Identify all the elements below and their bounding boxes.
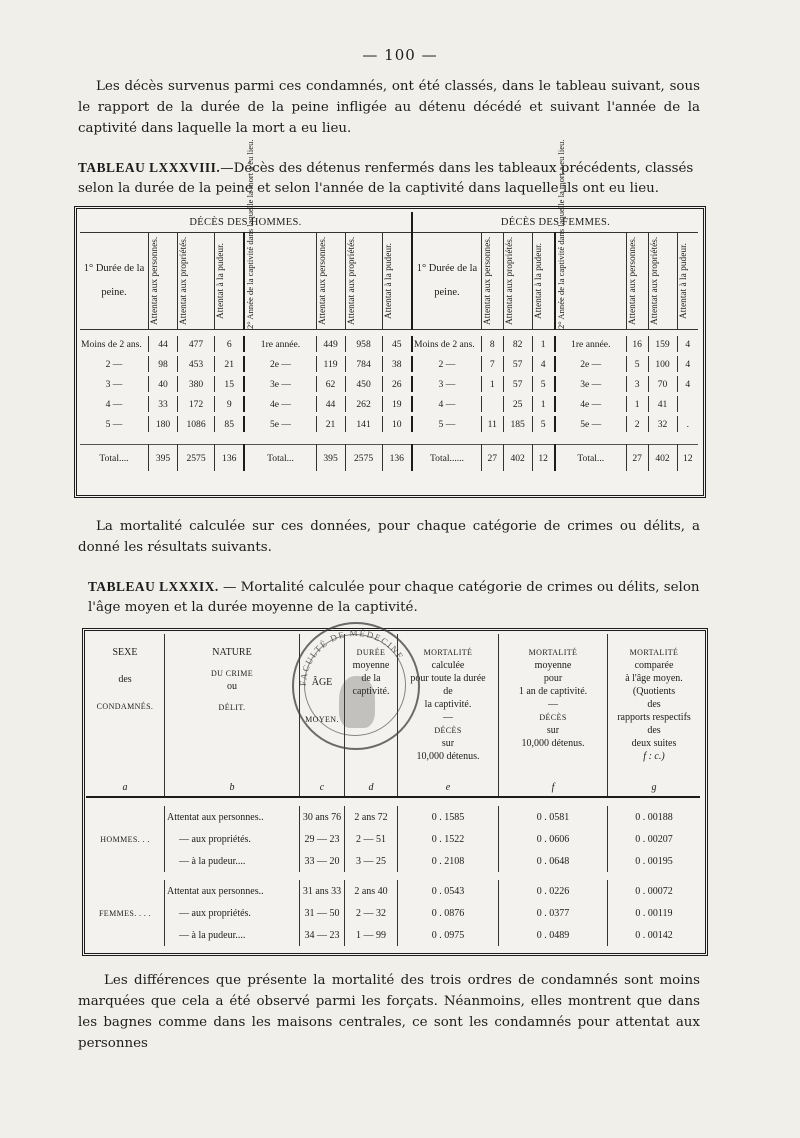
col-mortalite-totale: MORTALITÉ calculée pour toute la durée de la captivité. — DÉCÈS sur 10,000 détenus. (398, 634, 499, 778)
table2-caption: — Mortalité calculée pour chaque catégorie de crimes ou délits, selon l'âge moyen et la durée moyenne de la captivité. (88, 580, 700, 615)
col-annee-women: 2° Année de la captivité dans laquelle la mort a eu lieu. (555, 233, 627, 330)
table-row: FEMMES. . . . Attentat aux personnes.. 31 ans 33 2 ans 40 0 . 0543 0 . 0226 0 . 00072 (86, 880, 700, 902)
table-row: — à la pudeur.... 33 — 20 3 — 25 0 . 2108 0 . 0648 0 . 00195 (86, 850, 700, 872)
table-row: HOMMES. . . Attentat aux personnes.. 30 ans 76 2 ans 72 0 . 1585 0 . 0581 0 . 00188 (86, 806, 700, 828)
table1-label: TABLEAU LXXXVIII. (78, 160, 221, 175)
col-nature: NATURE DU CRIME ou DÉLIT. (165, 634, 300, 778)
page-number: — 100 — (362, 46, 438, 64)
men-group-header: DÉCÈS DES HOMMES. (80, 212, 412, 233)
col-pers-men: Attentat aux personnes. (149, 233, 178, 330)
col-sexe: SEXE des CONDAMNÉS. (86, 634, 165, 778)
table-row: Moins de 2 ans. 44 477 6 1re année. 449 958 45 Moins de 2 ans. 8 82 1 1re année. 16 159 4 (80, 336, 698, 352)
table-row: — aux propriétés. 31 — 50 2 — 32 0 . 0876 0 . 0377 0 . 00119 (86, 902, 700, 924)
women-label: FEMMES. . . . (86, 880, 165, 946)
table2-label: TABLEAU LXXXIX. (88, 579, 219, 594)
col-age: ÂGE MOYEN. (300, 634, 345, 778)
col-pers-men-2: Attentat aux personnes. (316, 233, 345, 330)
table2-title (88, 577, 700, 618)
intro-paragraph: Les décès survenus parmi ces condamnés, ont été classés, dans le tableau suivant, sous le rapport de la durée de la peine infligée au détenu décédé et suivant l'année de la captivité dans laquelle la mort a eu lieu. (78, 79, 700, 136)
col-prop-women-2: Attentat aux propriétés. (648, 233, 677, 330)
table-row: 2 — 98 453 21 2e — 119 784 38 2 — 7 57 4 2e — 5 100 4 (80, 356, 698, 372)
women-group-header: DÉCÈS DES FEMMES. (412, 212, 698, 233)
col-mortalite-annuelle: MORTALITÉ moyenne pour 1 an de captivité. — DÉCÈS sur 10,000 détenus. (499, 634, 608, 778)
table2-mortality (86, 634, 700, 956)
column-letters-row: a b c d e f g (86, 778, 700, 797)
table-row: — à la pudeur.... 34 — 23 1 — 99 0 . 0975 0 . 0489 0 . 00142 (86, 924, 700, 946)
col-prop-women: Attentat aux propriétés. (503, 233, 532, 330)
col-duree-women: 1° Durée de la peine. (412, 233, 482, 330)
table-row: 4 — 33 172 9 4e — 44 262 19 4 — 25 1 4e — 1 41 (80, 396, 698, 412)
col-mortalite-comparee: MORTALITÉ comparée à l'âge moyen. (Quotients des rapports respectifs des deux suites f : c.) (617, 648, 691, 762)
col-duree-men: 1° Durée de la peine. (80, 233, 149, 330)
men-label: HOMMES. . . (86, 806, 165, 872)
col-pers-women-2: Attentat aux personnes. (626, 233, 648, 330)
table1-caption: —Décès des détenus renfermés dans les tableaux précédents, classés selon la durée de la peine et selon l'année de la captivité dans laquelle ils ont eu lieu. (78, 161, 694, 196)
col-pud-men: Attentat à la pudeur. (215, 233, 245, 330)
table-row: 5 — 180 1086 85 5e — 21 141 10 5 — 11 185 5 5e — 2 32 . (80, 416, 698, 432)
col-prop-men-2: Attentat aux propriétés. (345, 233, 382, 330)
closing-paragraph: Les différences que présente la mortalité des trois ordres de condamnés sont moins marquées que cela a été observé parmi les forçats. Néanmoins, elles montrent que dans les bagnes comme dans les maisons centrales, ce sont les condamnés pour attentat aux personnes (78, 973, 700, 1051)
col-duree-moyenne: DURÉE moyenne de la captivité. (345, 634, 398, 778)
col-prop-men: Attentat aux propriétés. (178, 233, 215, 330)
col-pud-women-2: Attentat à la pudeur. (677, 233, 698, 330)
col-annee-men: 2° Année de la captivité dans laquelle la mort a eu lieu. (244, 233, 316, 330)
middle-paragraph: La mortalité calculée sur ces données, pour chaque catégorie de crimes ou délits, a donné les résultats suivants. (78, 519, 700, 555)
col-pud-men-2: Attentat à la pudeur. (382, 233, 412, 330)
col-pers-women: Attentat aux personnes. (481, 233, 503, 330)
table-row: 3 — 40 380 15 3e — 62 450 26 3 — 1 57 5 3e — 3 70 4 (80, 376, 698, 392)
table1-title (78, 158, 700, 199)
col-pud-women: Attentat à la pudeur. (532, 233, 555, 330)
stamp-text: FACULTÉ DE MÉDECINE (297, 627, 406, 687)
total-row: Total.... 395 2575 136 Total... 395 2575 136 Total...... 27 402 12 Total... 27 402 12 (80, 445, 698, 472)
table-row: — aux propriétés. 29 — 23 2 — 51 0 . 1522 0 . 0606 0 . 00207 (86, 828, 700, 850)
